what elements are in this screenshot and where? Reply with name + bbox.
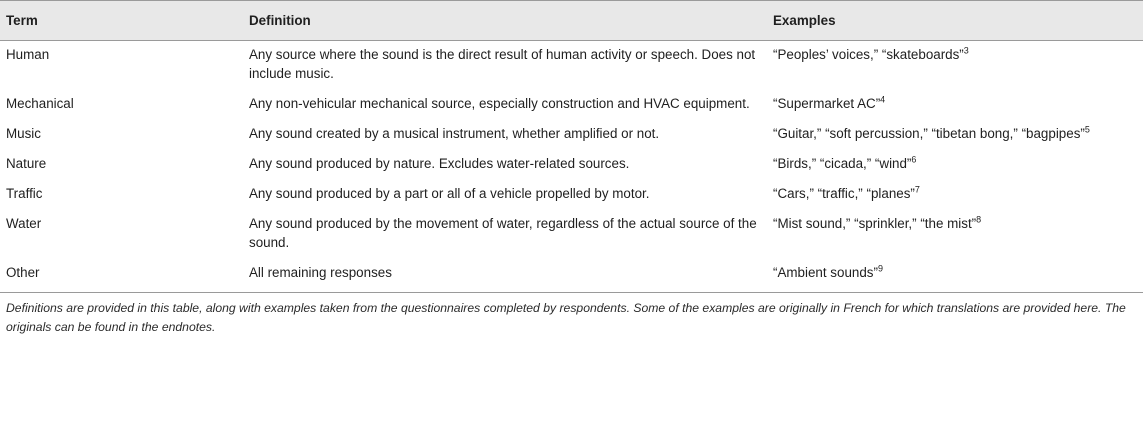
example-text: “Birds,” “cicada,” “wind” [773, 156, 912, 171]
term-cell: Water [6, 216, 42, 231]
definition-cell: Any sound produced by a part or all of a vehicle propelled by motor. [249, 186, 650, 201]
table-row [0, 259, 1143, 293]
term-cell: Mechanical [6, 96, 74, 111]
definition-cell: Any sound produced by nature. Excludes water-related sources. [249, 156, 630, 171]
example-text: “Guitar,” “soft percussion,” “tibetan bong,” “bagpipes” [773, 126, 1085, 141]
definition-cell: Any sound produced by the movement of water, regardless of the actual source of the sound. [249, 216, 757, 250]
examples-cell [767, 41, 1143, 91]
term-cell: Nature [6, 156, 47, 171]
endnote-ref[interactable]: 7 [914, 184, 920, 195]
examples-cell [767, 259, 1143, 293]
examples-cell [767, 210, 1143, 259]
table-row [0, 41, 1143, 91]
table-body [0, 41, 1143, 293]
table-row [0, 90, 1143, 120]
term-cell: Traffic [6, 186, 43, 201]
column-header-term: Term [0, 1, 243, 41]
example-text: “Mist sound,” “sprinkler,” “the mist” [773, 216, 977, 231]
endnote-ref[interactable]: 6 [911, 154, 917, 165]
table-footnote: Definitions are provided in this table, along with examples taken from the questionnaires completed by respondents. Some of the examples are originally in French for which translations are provided here. The originals can be found in the endnotes. [6, 301, 1126, 334]
endnote-ref[interactable]: 5 [1084, 124, 1090, 135]
examples-cell [767, 150, 1143, 180]
term-cell: Music [6, 126, 41, 141]
endnote-ref[interactable]: 9 [877, 263, 883, 274]
definition-cell: Any sound created by a musical instrument, whether amplified or not. [249, 126, 660, 141]
definition-cell: Any source where the sound is the direct result of human activity or speech. Does not include music. [249, 47, 756, 81]
header-row [0, 1, 1143, 41]
definition-cell: Any non-vehicular mechanical source, especially construction and HVAC equipment. [249, 96, 750, 111]
endnote-ref[interactable]: 8 [976, 214, 982, 225]
table-row [0, 120, 1143, 150]
column-header-examples: Examples [767, 1, 1143, 41]
examples-cell [767, 180, 1143, 210]
column-header-definition: Definition [243, 1, 767, 41]
example-text: “Peoples’ voices,” “skateboards” [773, 47, 964, 62]
examples-cell [767, 90, 1143, 120]
definition-cell: All remaining responses [243, 259, 767, 293]
endnote-ref[interactable]: 3 [963, 45, 969, 56]
table-header [0, 1, 1143, 41]
example-text: “Cars,” “traffic,” “planes” [773, 186, 915, 201]
endnote-ref[interactable]: 4 [880, 94, 886, 105]
table-row [0, 210, 1143, 259]
example-text: “Ambient sounds” [773, 265, 878, 280]
examples-cell [767, 120, 1143, 150]
table-row [0, 180, 1143, 210]
term-cell: Other [0, 259, 243, 293]
table-row [0, 150, 1143, 180]
term-cell: Human [6, 47, 50, 62]
example-text: “Supermarket AC” [773, 96, 881, 111]
